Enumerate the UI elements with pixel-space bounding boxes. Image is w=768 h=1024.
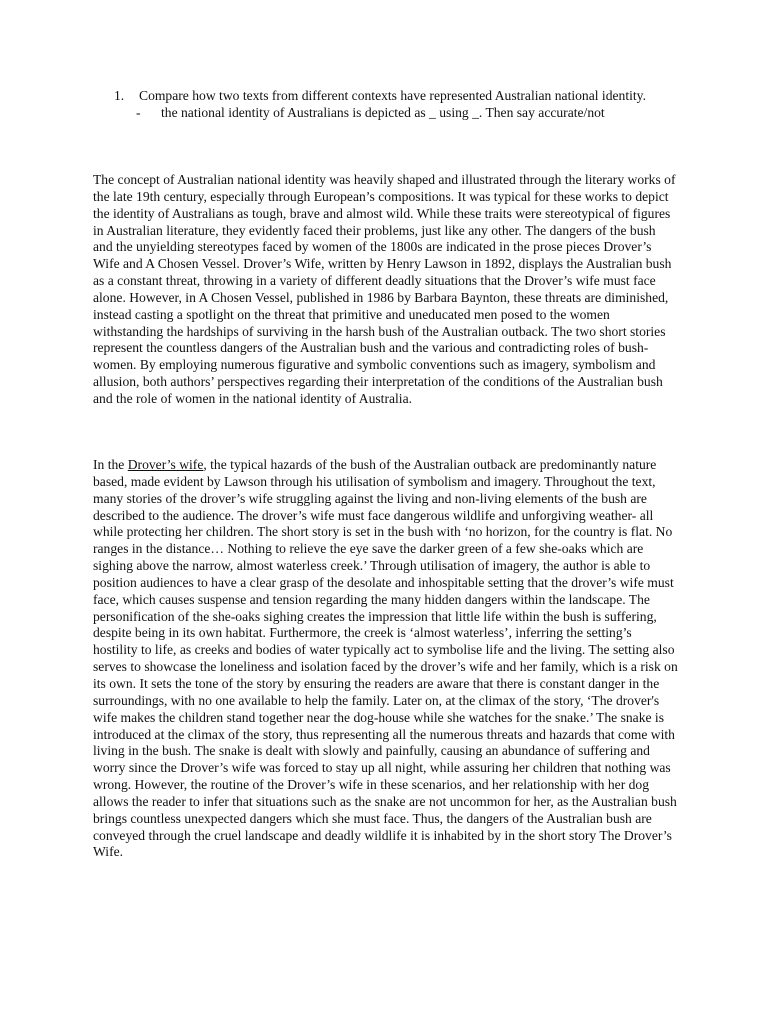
paragraph-1 bbox=[93, 172, 678, 408]
underlined-title-drovers-wife: Drover’s wife bbox=[127, 457, 204, 472]
paragraph-2 bbox=[93, 457, 678, 861]
numbered-list bbox=[114, 88, 674, 122]
paragraph-2-text bbox=[93, 457, 678, 861]
question-text: Compare how two texts from different contexts have represented Australian national identity. bbox=[139, 88, 646, 103]
paragraph-2-prefix: In the bbox=[93, 457, 128, 472]
list-number: 1. bbox=[114, 88, 125, 103]
paragraph-2-body: , the typical hazards of the bush of the Australian outback are predominantly nature based, made evident by Lawson through his utilisation of symbolism and imagery. Throughout the text, many stories of the drover’s wife struggling against the living and non-living elements of the bush are described to the audience. The drover’s wife must face dangerous wildlife and unforgiving weather- all while protecting her children. The short story is set in the bush with ‘no horizon, for the country is flat. No ranges in the distance… Nothing to relieve the eye save the darker green of a few she-oaks which are sighing above the narrow, almost waterless creek.’ Through utilisation of imagery, the author is able to position audiences to have a clear grasp of the desolate and inhospitable setting that the drover’s wife must face, which causes suspense and tension regarding the many hidden dangers within the landscape. The personification of the she-oaks sighing creates the impression that little life within the bush is suffering, despite being in its own habitat. Furthermore, the creek is ‘almost waterless’, inferring the setting’s hostility to life, as creeks and bodies of water typically act to symbolise life and the living. The setting also serves to showcase the loneliness and isolation faced by the drover’s wife and her family, which is a risk on its own. It sets the tone of the story by ensuring the readers are aware that there is constant danger in the surroundings, with no one available to help the family. Later on, at the climax of the story, ‘The drover's wife makes the children stand together near the dog-house while she watches for the snake.’ The snake is introduced at the climax of the story, thus representing all the numerous threats and hazards that come with living in the bush. The snake is dealt with slowly and painfully, causing an abundance of suffering and worry since the Drover’s wife was forced to stay up all night, while assuring her children that nothing was wrong. However, the routine of the Drover’s wife in these scenarios, and her relationship with her dog allows the reader to infer that situations such as the snake are not uncommon for her, as the Australian bush brings countless unexpected dangers which she must face. Thus, the dangers of the Australian bush are conveyed through the cruel landscape and deadly wildlife it is inhabited by in the short story The Drover’s Wife. bbox=[93, 457, 678, 860]
paragraph-1-text: The concept of Australian national identity was heavily shaped and illustrated through the literary works of the late 19th century, especially through European’s compositions. It was typical for these works to depict the identity of Australians as tough, brave and almost wild. While these traits were stereotypical of figures in Australian literature, they evidently faced their problems, just like any other. The dangers of the bush and the unyielding stereotypes faced by women of the 1800s are indicated in the prose pieces Drover’s Wife and A Chosen Vessel. Drover’s Wife, written by Henry Lawson in 1892, displays the Australian bush as a constant threat, throwing in a variety of different deadly situations that the Drover’s wife must face alone. However, in A Chosen Vessel, published in 1986 by Barbara Baynton, these threats are diminished, instead casting a spotlight on the threat that primitive and uneducated men posed to the women withstanding the hardships of surviving in the harsh bush of the Australian outback. The two short stories represent the countless dangers of the Australian bush and the various and contradicting roles of bush-women. By employing numerous figurative and symbolic conventions such as imagery, symbolism and allusion, both authors’ perspectives regarding their interpretation of the conditions of the Australian bush and the role of women in the national identity of Australia. bbox=[93, 172, 676, 406]
list-item bbox=[114, 88, 674, 105]
sub-note-text: the national identity of Australians is depicted as _ using _. Then say accurate/not bbox=[161, 104, 605, 120]
sub-list-item bbox=[136, 105, 674, 122]
dash-bullet: - bbox=[136, 104, 141, 120]
